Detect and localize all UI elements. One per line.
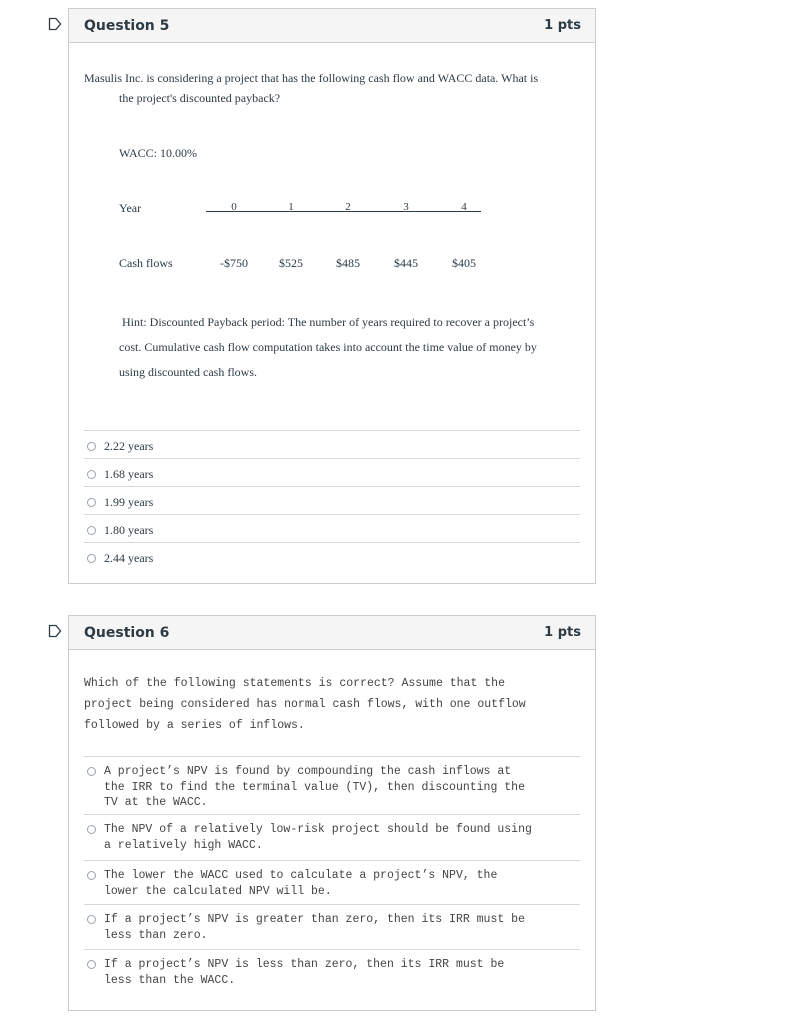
question-6-card [68,615,596,1011]
question-title: Question 5 [84,17,170,34]
answer-text-line: If a project’s NPV is greater than zero, then its IRR must be [104,913,525,926]
answer-option[interactable] [84,542,580,570]
cash-flows-label: Cash flows [119,256,173,270]
answer-list [84,756,580,993]
answer-option[interactable] [84,486,580,514]
answer-option[interactable] [84,514,580,542]
hint-line3: using discounted cash flows. [119,365,257,379]
answer-label: 1.99 years [104,495,154,509]
cash-flow-cell: $405 [452,256,476,270]
answer-text-line: a relatively high WACC. [104,838,263,852]
question-prompt-line1: Which of the following statements is correct? Assume that the [84,677,505,690]
radio-button[interactable] [87,915,96,924]
year-cell: 2 [345,201,351,213]
hint-line2: cost. Cumulative cash flow computation takes into account the time value of money by [119,340,537,354]
question-points: 1 pts [544,625,581,640]
answer-option[interactable] [84,814,580,860]
answer-label: 2.22 years [104,439,154,453]
answer-text-line: The lower the WACC used to calculate a project’s NPV, the [104,869,498,882]
answer-text-line: lower the calculated NPV will be. [104,884,332,898]
question-5-card [68,8,596,584]
radio-button[interactable] [87,871,96,880]
question-prompt-line3: followed by a series of inflows. [84,719,305,732]
answer-text-line: If a project’s NPV is less than zero, then its IRR must be [104,958,505,971]
question-prompt-line1: Masulis Inc. is considering a project that has the following cash flow and WACC data. What is [84,71,539,85]
year-cell: 1 [288,201,294,213]
answer-option[interactable] [84,949,580,993]
answer-label: 1.68 years [104,467,154,481]
year-cell: 0 [231,201,237,213]
answer-option[interactable] [84,756,580,814]
wacc-label: WACC: 10.00% [119,146,197,160]
answer-label: 2.44 years [104,551,154,565]
answer-text-line: TV at the WACC. [104,796,208,809]
cash-flow-cell: $445 [394,256,418,270]
radio-button[interactable] [87,498,96,507]
answer-option[interactable] [84,904,580,949]
question-title: Question 6 [84,624,170,641]
answer-list [84,430,580,570]
answer-text-line: less than the WACC. [104,973,236,987]
cash-flow-cell: -$750 [220,256,248,270]
cash-flow-cell: $485 [336,256,360,270]
year-cell: 3 [403,201,409,213]
radio-button[interactable] [87,767,96,776]
year-label: Year [119,201,142,215]
hint-line1: Hint: Discounted Payback period: The number of years required to recover a project’s [122,315,535,329]
answer-option[interactable] [84,860,580,904]
cash-flow-cell: $525 [279,256,303,270]
year-cell: 4 [461,201,467,213]
answer-text-line: the IRR to find the terminal value (TV), then discounting the [104,780,525,794]
question-5-header [69,9,595,43]
question-prompt-line2: the project's discounted payback? [119,91,281,105]
answer-option[interactable] [84,430,580,458]
flag-question-icon[interactable] [48,624,62,638]
answer-label: 1.80 years [104,523,154,537]
answer-text-line: A project’s NPV is found by compounding the cash inflows at [104,765,512,778]
question-points: 1 pts [544,18,581,33]
radio-button[interactable] [87,825,96,834]
flag-question-icon[interactable] [48,17,62,31]
radio-button[interactable] [87,470,96,479]
radio-button[interactable] [87,442,96,451]
question-prompt-line2: project being considered has normal cash flows, with one outflow [84,698,526,711]
radio-button[interactable] [87,526,96,535]
answer-text-line: The NPV of a relatively low-risk project should be found using [104,823,532,836]
answer-text-line: less than zero. [104,928,208,942]
radio-button[interactable] [87,554,96,563]
radio-button[interactable] [87,960,96,969]
answer-option[interactable] [84,458,580,486]
question-6-header [69,616,595,650]
